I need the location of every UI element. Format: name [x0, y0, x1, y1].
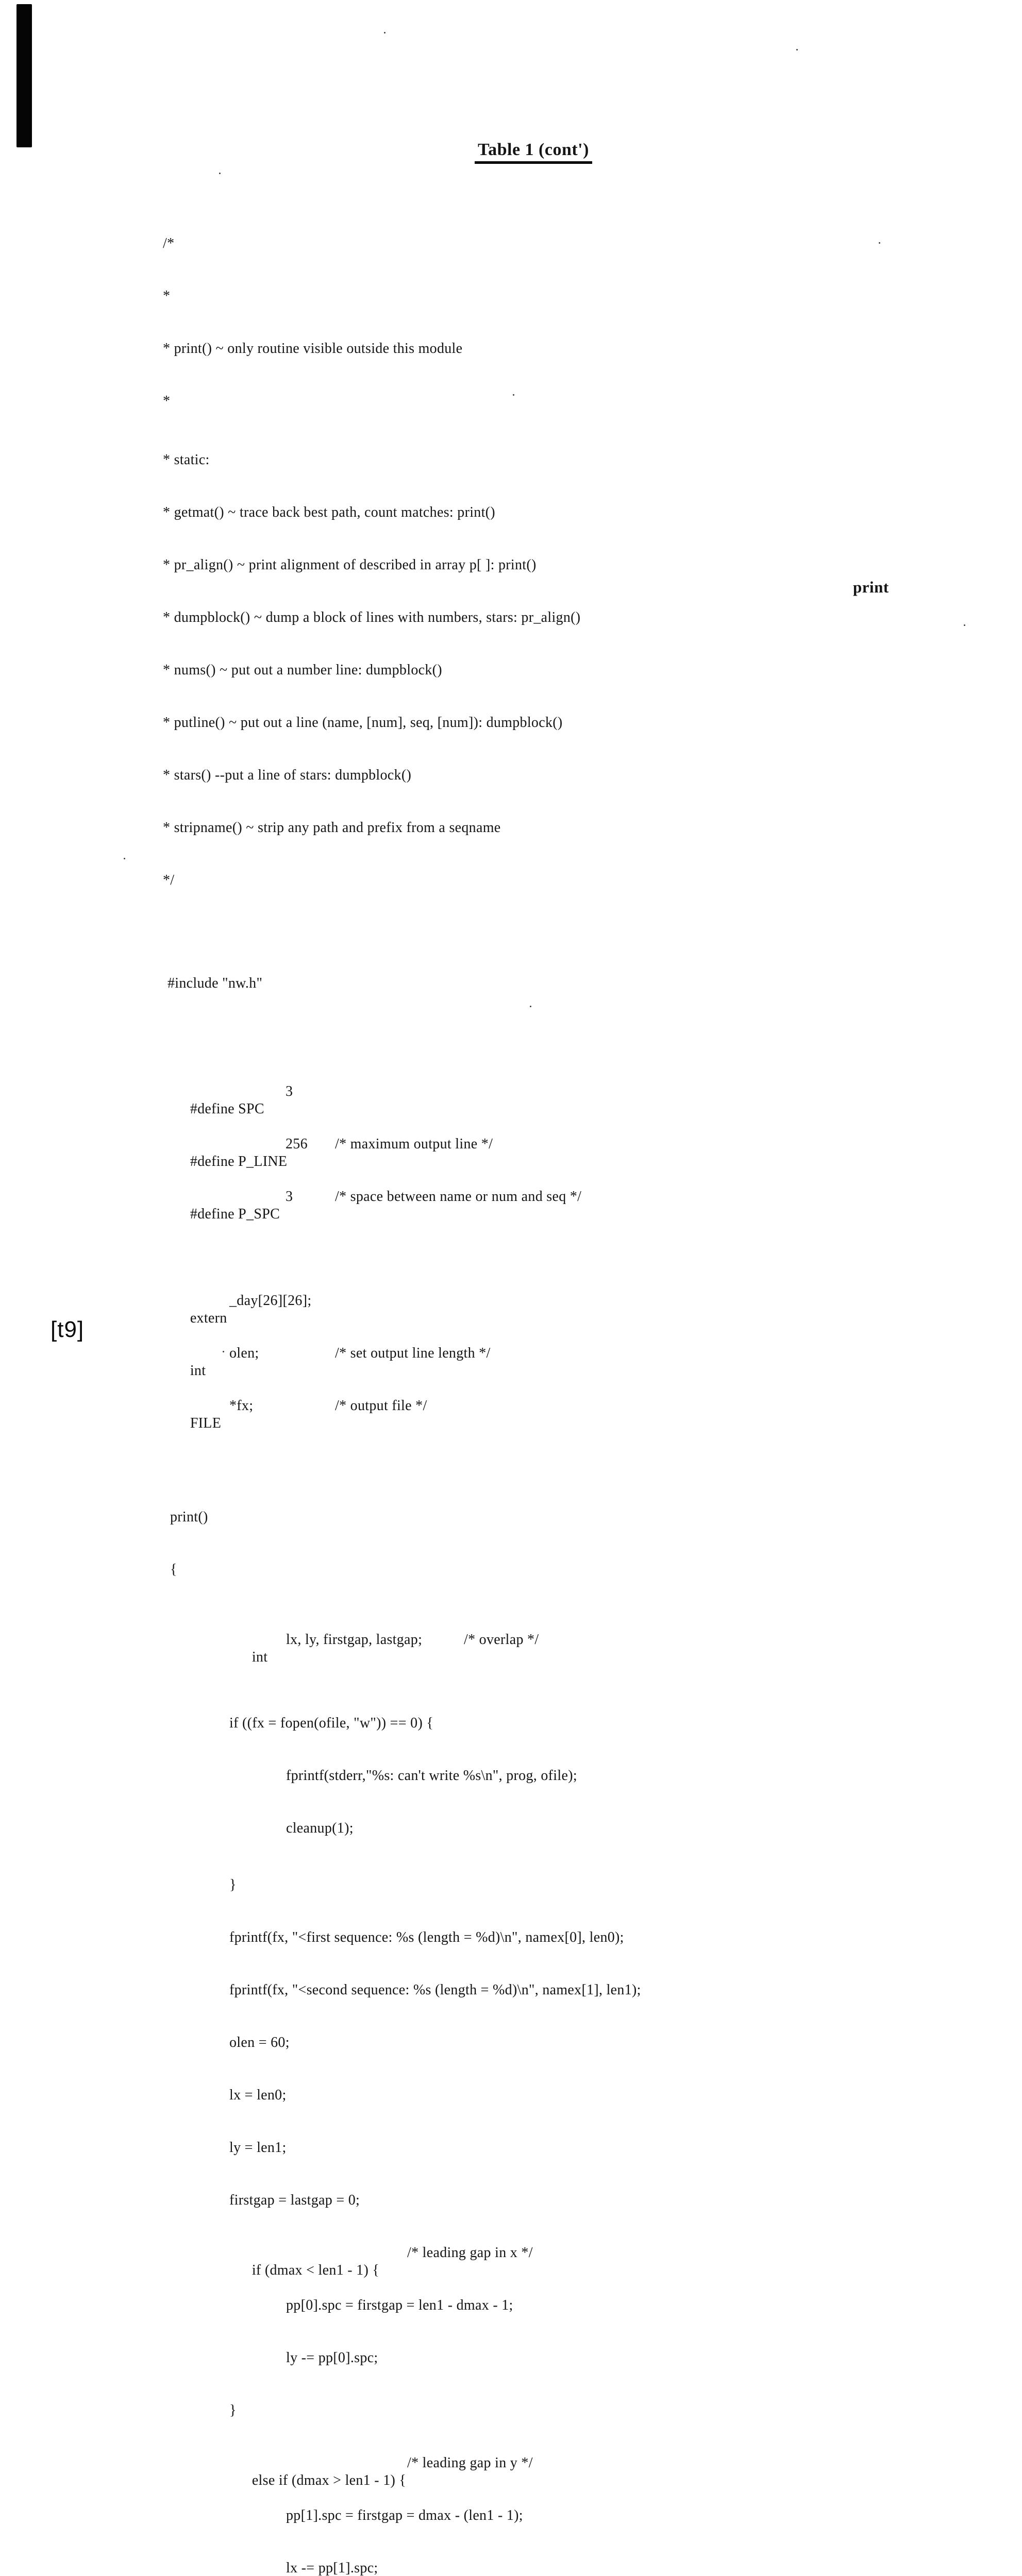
comment-line	[160, 451, 964, 469]
comment-line	[160, 609, 964, 626]
comment-text: * dumpblock() ~ dump a block of lines with numbers, stars: pr_align()	[163, 609, 581, 625]
code-text: pp[1].spc = firstgap = dmax - (len1 - 1);	[286, 2507, 523, 2523]
define-value: 256	[286, 1136, 308, 1152]
global-decl-line	[160, 1397, 964, 1431]
code-line	[160, 2507, 964, 2524]
code-text: pp[0].spc = firstgap = len1 - dmax - 1;	[286, 2297, 513, 2313]
define-line	[160, 1136, 964, 1170]
code-text: fprintf(stderr,"%s: can't write %s\n", prog, ofile);	[286, 1768, 577, 1784]
code-text: lx -= pp[1].spc;	[286, 2560, 378, 2576]
code-text: print()	[170, 1509, 208, 1525]
comment-text: /*	[163, 235, 175, 251]
source-code-listing	[160, 165, 964, 2576]
global-decl: olen;	[229, 1345, 259, 1361]
comment-line	[160, 504, 964, 521]
function-open-brace	[160, 1561, 964, 1579]
scan-noise-dot	[384, 32, 386, 33]
local-type: int	[252, 1649, 268, 1665]
code-line	[160, 1715, 964, 1732]
global-decl: _day[26][26];	[229, 1293, 312, 1309]
comment-text: *	[163, 288, 171, 304]
code-text: if (dmax < len1 - 1) {	[252, 2262, 380, 2278]
comment-text: * static:	[163, 452, 210, 468]
global-decl: *fx;	[229, 1398, 254, 1414]
local-decl-line	[160, 1631, 964, 1665]
global-decl-line	[160, 1345, 964, 1379]
code-text: else if (dmax > len1 - 1) {	[252, 2472, 407, 2488]
code-line	[160, 1820, 964, 1837]
code-line	[160, 2139, 964, 2157]
code-text: firstgap = lastgap = 0;	[229, 2192, 360, 2208]
code-text: ly = len1;	[229, 2140, 287, 2156]
define-name: #define P_LINE	[190, 1154, 288, 1170]
scan-noise-dot	[530, 1006, 531, 1007]
define-value: 3	[286, 1189, 293, 1205]
define-name: #define P_SPC	[190, 1206, 280, 1222]
inline-comment: /* leading gap in x */	[407, 2245, 533, 2261]
define-name: #define SPC	[190, 1101, 264, 1117]
scan-edge-artifact	[16, 4, 32, 147]
page-tag: [t9]	[51, 1317, 85, 1342]
inline-comment: /* leading gap in y */	[407, 2455, 533, 2471]
scan-noise-dot	[219, 173, 221, 174]
comment-line	[160, 287, 964, 305]
table-title-text: Table 1 (cont')	[475, 140, 592, 164]
code-text: cleanup(1);	[286, 1820, 354, 1836]
code-text: }	[229, 1877, 237, 1893]
comment-text: * print() ~ only routine visible outside this module	[163, 341, 463, 357]
code-line	[160, 2297, 964, 2314]
code-text: fprintf(fx, "<first sequence: %s (length = %d)\n", namex[0], len0);	[229, 1929, 624, 1945]
define-comment: /* space between name or num and seq */	[335, 1189, 582, 1205]
code-line	[160, 1767, 964, 1785]
code-text: }	[229, 2402, 237, 2418]
function-signature	[160, 1509, 964, 1526]
comment-line	[160, 819, 964, 837]
scan-noise-dot	[513, 394, 514, 396]
comment-line	[160, 767, 964, 784]
global-comment: /* set output line length */	[335, 1345, 491, 1361]
scan-noise-dot	[964, 624, 965, 626]
comment-text: */	[163, 872, 175, 888]
comment-text: * pr_align() ~ print alignment of described in array p[ ]: print()	[163, 557, 537, 573]
comment-line	[160, 340, 964, 358]
local-vars: lx, ly, firstgap, lastgap;	[286, 1632, 423, 1648]
code-line	[160, 2192, 964, 2209]
scan-noise-dot	[879, 242, 880, 244]
comment-line	[160, 393, 964, 410]
scan-noise-dot	[124, 858, 125, 859]
comment-text: *	[163, 393, 171, 409]
comment-text: * stars() --put a line of stars: dumpblock()	[163, 767, 412, 783]
global-comment: /* output file */	[335, 1398, 427, 1414]
comment-text: * stripname() ~ strip any path and prefix from a seqname	[163, 820, 501, 836]
code-line	[160, 2034, 964, 2052]
global-decl-line	[160, 1292, 964, 1326]
code-text: {	[170, 1562, 177, 1578]
comment-line	[160, 662, 964, 679]
code-text: if ((fx = fopen(ofile, "w")) == 0) {	[229, 1715, 434, 1731]
code-line	[160, 2349, 964, 2367]
define-value: 3	[286, 1083, 293, 1099]
comment-text: * getmat() ~ trace back best path, count matches: print()	[163, 504, 495, 520]
define-comment: /* maximum output line */	[335, 1136, 493, 1152]
comment-line	[160, 556, 964, 574]
function-margin-label: print	[853, 578, 889, 596]
table-title	[379, 140, 688, 164]
include-directive	[160, 975, 964, 992]
code-text: lx = len0;	[229, 2087, 287, 2103]
code-text: olen = 60;	[229, 2035, 290, 2050]
code-line	[160, 2244, 964, 2278]
code-line	[160, 2454, 964, 2488]
global-type: extern	[190, 1310, 227, 1326]
comment-text: * putline() ~ put out a line (name, [num], seq, [num]): dumpblock()	[163, 715, 563, 731]
code-line	[160, 1929, 964, 1946]
global-type: FILE	[190, 1415, 222, 1431]
include-text: #include "nw.h"	[167, 975, 263, 991]
scan-noise-dot	[796, 49, 798, 50]
inline-comment: /* overlap */	[464, 1632, 539, 1648]
comment-line	[160, 235, 964, 252]
code-text: fprintf(fx, "<second sequence: %s (length = %d)\n", namex[1], len1);	[229, 1982, 641, 1998]
code-line	[160, 2087, 964, 2104]
code-line	[160, 1981, 964, 1999]
code-line	[160, 2560, 964, 2576]
code-line	[160, 2402, 964, 2419]
code-line	[160, 1876, 964, 1894]
define-line	[160, 1083, 964, 1117]
define-line	[160, 1188, 964, 1222]
comment-line	[160, 714, 964, 732]
code-text: ly -= pp[0].spc;	[286, 2350, 378, 2366]
global-type: int	[190, 1363, 206, 1379]
comment-line	[160, 872, 964, 889]
comment-text: * nums() ~ put out a number line: dumpblock()	[163, 662, 442, 678]
scan-noise-dot	[223, 1351, 224, 1352]
